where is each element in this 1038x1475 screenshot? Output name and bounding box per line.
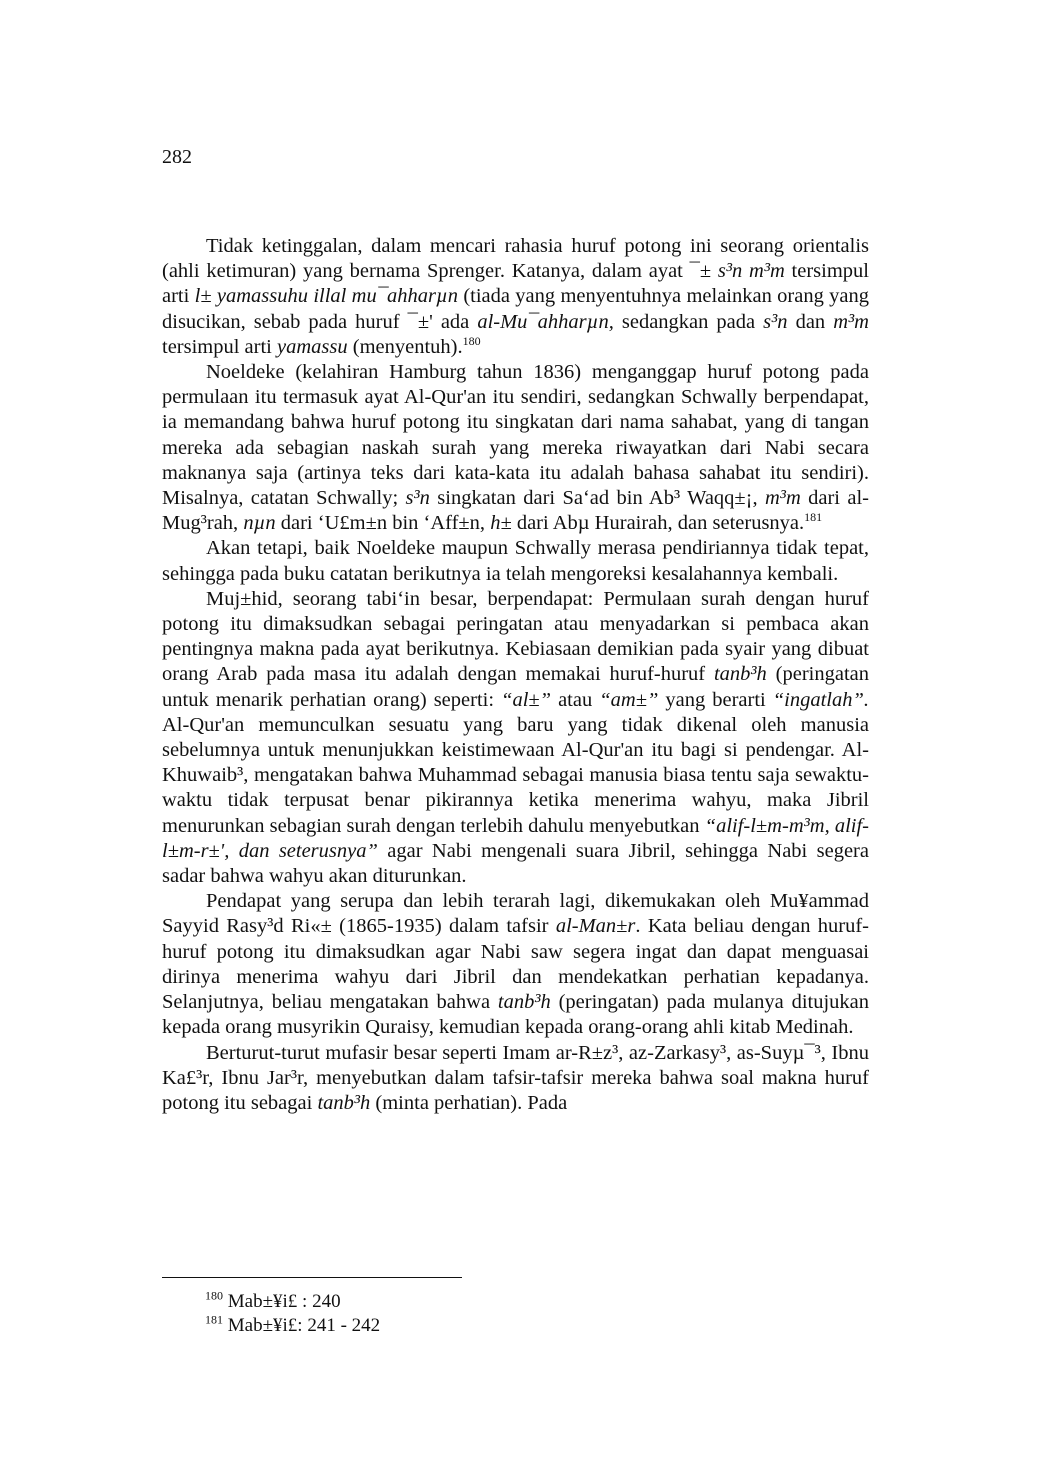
text-run: (peringatan untuk menarik perhatian orang) seperti: <box>162 663 869 711</box>
body-text <box>162 234 869 1116</box>
text-run: . Kata beliau dengan huruf-huruf potong itu dimaksudkan agar Nabi saw segera ingat dan dapat menguasai dirinya menerima wahyu dari Jibril dan mendekatkan perhatian kepadanya. Selanjutnya, beliau mengatakan bahwa <box>162 915 869 1014</box>
italic-term: “al±” <box>501 688 552 711</box>
footnote <box>205 1314 380 1338</box>
paragraph <box>162 889 869 1040</box>
footnote-number: 180 <box>205 1288 223 1303</box>
italic-term: h± <box>490 512 512 535</box>
text-run: dari al-Mug³rah, <box>162 487 869 535</box>
text-run: Pendapat yang serupa dan lebih terarah lagi, dikemukakan oleh Mu¥ammad Sayyid Rasy³d Ri«± (1865-1935) dalam tafsir <box>162 890 869 938</box>
footnote <box>205 1290 380 1314</box>
text-run: yang berarti <box>658 688 773 711</box>
footnote-reference: 180 <box>462 333 481 348</box>
text-run: (peringatan) pada mulanya ditujukan kepada orang musyrikin Quraisy, kemudian kepada orang-orang ahli kitab Medinah. <box>162 991 869 1039</box>
text-run: agar Nabi mengenali suara Jibril, sehingga Nabi segera sadar bahwa wahyu akan diturunkan. <box>162 839 869 888</box>
text-run: singkatan dari Sa‘ad bin Ab³ Waqq±¡, <box>429 487 765 510</box>
footnote-text: Mab±¥i£: 241 - 242 <box>227 1315 381 1336</box>
italic-term: “alif-l±m-m³m, alif-l±m-r±', dan seterusnya” <box>162 814 870 862</box>
italic-term: tanb³h <box>713 663 767 686</box>
text-run: Berturut-turut mufasir besar seperti Imam ar-R±z³, az-Zarkasy³, as-Suyµ¯³, Ibnu Ka£³r, Ibnu Jar³r, menyebutkan dalam tafsir-tafsir mereka bahwa soal makna huruf potong itu sebagai <box>162 1041 869 1114</box>
footnote-reference: 181 <box>804 510 823 525</box>
italic-term: yamassu <box>277 335 348 358</box>
text-run: Akan tetapi, baik Noeldeke maupun Schwally merasa pendiriannya tidak tepat, sehingga pada buku catatan berikutnya ia telah mengoreksi kesalahannya kembali. <box>162 537 869 585</box>
italic-term: tanb³h <box>497 991 551 1014</box>
italic-term: s³n m³m <box>717 260 785 283</box>
footnote-number: 181 <box>205 1312 223 1327</box>
page-number: 282 <box>162 146 192 168</box>
text-run: dari ‘U£m±n bin ‘Aff±n, <box>275 512 491 535</box>
text-run: tersimpul arti <box>162 260 869 308</box>
footnotes <box>205 1290 380 1338</box>
text-run: Al-Qur'an memunculkan sesuatu yang baru yang tidak dikenal oleh manusia sebelumnya untuk menunjukkan keistimewaan Al-Qur'an itu bagi si pendengar. Al-Khuwaib³, mengatakan bahwa Muhammad sebagai manusia biasa tentu saja sewaktu-waktu tidak terpusat benar pikirannya ketika menerima wahyu, maka Jibril menurunkan sebagian surah dengan terlebih dahulu menyebutkan <box>162 713 869 837</box>
text-run: atau <box>551 688 600 711</box>
text-run: dari Abµ Hurairah, dan seterusnya. <box>511 512 805 535</box>
italic-term: al-Man±r <box>555 915 636 938</box>
footnote-divider <box>162 1277 462 1278</box>
italic-term: s³n <box>763 310 788 333</box>
italic-term: “am±” <box>599 688 659 711</box>
text-run: (tiada yang menyentuhnya melainkan orang yang disucikan, sebab pada huruf ¯±' ada <box>162 285 869 333</box>
paragraph <box>162 587 869 889</box>
paragraph <box>162 1041 869 1117</box>
italic-term: m³m <box>765 487 801 510</box>
italic-term: nµn <box>243 512 276 535</box>
paragraph <box>162 360 869 536</box>
text-run: (menyentuh). <box>347 335 463 358</box>
text-run: Noeldeke (kelahiran Hamburg tahun 1836) menganggap huruf potong pada permulaan itu termasuk ayat Al-Qur'an itu sendiri, sedangkan Schwally berpendapat, ia memandang bahwa huruf potong itu singkatan dari nama sahabat, yang di tangan mereka ada sebagian naskah surah yang mereka riwayatkan dari Nabi secara maknanya saja (artinya teks dari kata-kata itu adalah bahasa sahabat itu sendiri). Misalnya, catatan Schwally; <box>162 361 869 510</box>
text-run: dan <box>787 310 834 333</box>
italic-term: “ingatlah”. <box>772 688 869 711</box>
italic-term: al-Mu¯ahharµn, <box>477 310 614 333</box>
text-run: Muj±hid, seorang tabi‘in besar, berpendapat: Permulaan surah dengan huruf potong itu dimaksudkan sebagai peringatan atau menyadarkan si pembaca akan pentingnya makna pada ayat berikutnya. Kebiasaan demikian pada syair yang dibuat orang Arab pada masa itu adalah dengan memakai huruf-huruf <box>162 587 869 686</box>
text-run: (minta perhatian). Pada <box>370 1091 568 1114</box>
italic-term: l± yamassuhu illal mu¯ahharµn <box>194 285 459 308</box>
text-run: sedangkan pada <box>613 310 764 333</box>
paragraph <box>162 536 869 586</box>
footnote-text: Mab±¥i£ : 240 <box>227 1291 341 1312</box>
italic-term: m³m <box>833 310 869 333</box>
italic-term: s³n <box>405 487 430 510</box>
paragraph <box>162 234 869 360</box>
text-run: tersimpul arti <box>162 335 278 358</box>
text-run: Tidak ketinggalan, dalam mencari rahasia huruf potong ini seorang orientalis (ahli ketimuran) yang bernama Sprenger. Katanya, dalam ayat ¯± <box>162 235 869 283</box>
italic-term: tanb³h <box>317 1091 371 1114</box>
